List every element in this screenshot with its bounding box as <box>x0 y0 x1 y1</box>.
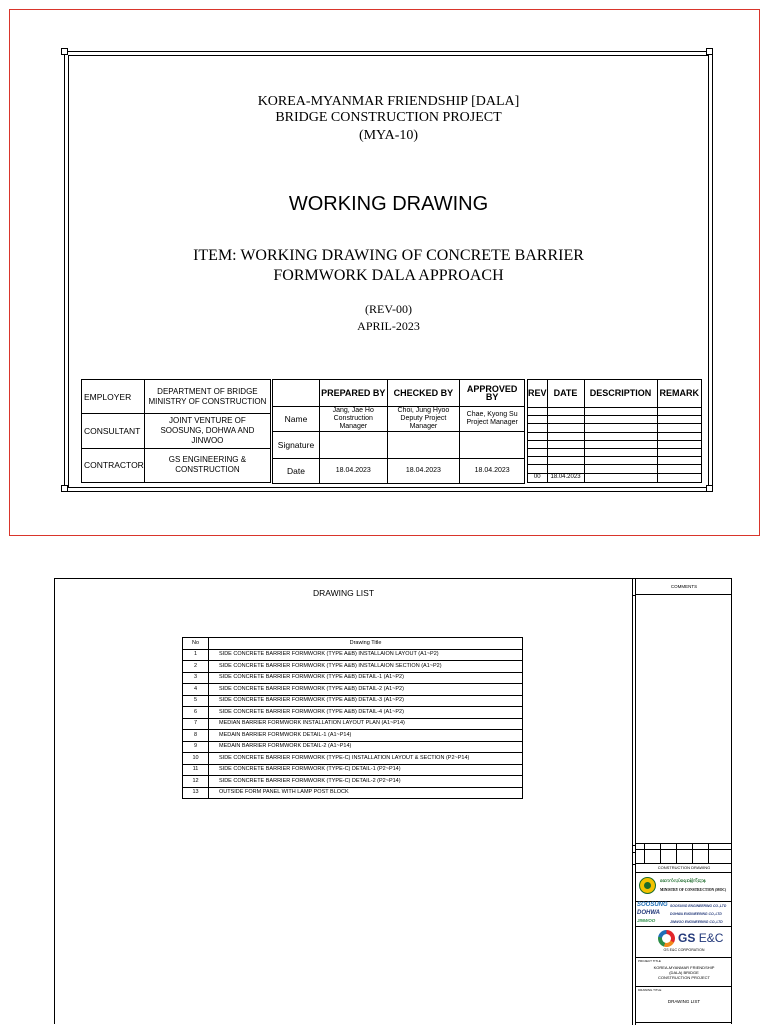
rev-cell <box>528 407 548 415</box>
gs-wordmark-ec: E&C <box>698 931 724 945</box>
table-row <box>183 707 523 719</box>
drawing-number: 5 <box>183 695 209 707</box>
rev-cell <box>547 457 584 465</box>
revision-label: (REV-00) <box>365 302 412 316</box>
table-row <box>183 649 523 661</box>
checked-date: 18.04.2023 <box>387 459 460 484</box>
rev-header: REV <box>528 380 548 408</box>
consultant-line: JOINT VENTURE OF <box>169 415 246 425</box>
drawing-number: 4 <box>183 684 209 696</box>
project-code: (MYA-10) <box>358 128 419 143</box>
title-block <box>636 579 732 1025</box>
rev-date-header: DATE <box>547 380 584 408</box>
prepared-date: 18.04.2023 <box>320 459 388 484</box>
signature-cell <box>320 432 388 459</box>
signature-cell <box>460 432 525 459</box>
drawing-title-cell: MEDAIN BARRIER FORMWORK DETAIL-1 (A1~P14) <box>209 730 523 742</box>
drawing-number: 11 <box>183 764 209 776</box>
gs-swirl-icon <box>658 930 675 947</box>
document-type-heading: WORKING DRAWING <box>288 193 489 215</box>
project-title-line: KOREA-MYANMAR FRIENDSHIP <box>653 965 715 970</box>
soosung-logo: SOOSUNG <box>637 902 668 908</box>
drawing-number: 13 <box>183 787 209 799</box>
frame-corner-mark <box>706 485 713 492</box>
frame-corner-mark <box>706 48 713 55</box>
rev-cell <box>657 457 701 465</box>
rev-cell <box>547 416 584 424</box>
table-row <box>183 718 523 730</box>
employer-line: MINISTRY OF CONSTRUCTION <box>148 396 267 406</box>
person-role: Deputy Project Manager <box>400 415 447 430</box>
table-row <box>183 695 523 707</box>
table-row <box>183 787 523 799</box>
project-title-line: BRIDGE CONSTRUCTION PROJECT <box>275 110 502 125</box>
project-title <box>636 965 732 980</box>
frame-corner-mark <box>61 48 68 55</box>
gs-corporation-name: GS E&C CORPORATION <box>663 948 705 952</box>
contractor-label: CONTRACTOR <box>82 448 145 482</box>
drawing-number: 1 <box>183 649 209 661</box>
revision-table <box>527 379 702 483</box>
issue-date: APRIL-2023 <box>357 319 420 333</box>
item-title-line: FORMWORK DALA APPROACH <box>273 267 504 284</box>
approved-by-name <box>460 407 525 432</box>
table-row <box>183 672 523 684</box>
approved-date: 18.04.2023 <box>460 459 525 484</box>
drawing-number: 2 <box>183 661 209 673</box>
signoff-table <box>272 379 525 484</box>
rev-cell <box>657 440 701 448</box>
dohwa-name: DOHWA ENGINEERING CO.,LTD <box>670 912 722 916</box>
drawing-title-cell: OUTSIDE FORM PANEL WITH LAMP POST BLOCK <box>209 787 523 799</box>
rev-date: 18.04.2023 <box>547 473 584 482</box>
employer-value <box>144 380 270 414</box>
person-name: Chae, Kyong Su <box>466 411 518 418</box>
jinwoo-name: JINWOO ENGINEERING CO.,LTD <box>670 920 723 924</box>
drawing-title-cell: SIDE CONCRETE BARRIER FORMWORK (TYPE A&B) INSTALLAION LAYOUT (A1~P2) <box>209 649 523 661</box>
drawing-title-cell: SIDE CONCRETE BARRIER FORMWORK (TYPE-C) INSTALLATION LAYOUT & SECTION (P2~P14) <box>209 753 523 765</box>
soosung-name: SOOSUNG ENGINEERING CO.,LTD <box>670 904 727 908</box>
drawing-title: DRAWING LIST <box>667 999 701 1004</box>
drawing-title-cell: SIDE CONCRETE BARRIER FORMWORK (TYPE A&B) DETAIL-3 (A1~P2) <box>209 695 523 707</box>
table-row <box>183 661 523 673</box>
signature-row-label: Signature <box>273 432 320 459</box>
rev-cell <box>584 407 657 415</box>
approved-by-header: APPROVED BY <box>460 380 525 407</box>
project-title-line: CONSTRUCTION PROJECT <box>658 975 710 980</box>
joint-venture-logos <box>636 902 732 926</box>
frame-corner-mark <box>61 485 68 492</box>
drawing-number: 8 <box>183 730 209 742</box>
drawing-title-cell: MEDAIN BARRIER FORMWORK DETAIL-2 (A1~P14) <box>209 741 523 753</box>
drawing-list-title: DRAWING LIST <box>312 588 375 598</box>
rev-cell <box>657 432 701 440</box>
drawing-number: 10 <box>183 753 209 765</box>
rev-cell <box>584 424 657 432</box>
rev-cell <box>584 465 657 473</box>
comments-header: COMMENTS <box>636 579 732 595</box>
drawing-title-cell: MEDIAN BARRIER FORMWORK INSTALLATION LAYOUT PLAN (A1~P14) <box>209 718 523 730</box>
table-row <box>183 764 523 776</box>
rev-number: 00 <box>528 473 548 482</box>
consultant-label: CONSULTANT <box>82 414 145 448</box>
rev-cell <box>528 424 548 432</box>
ministry-of-construction-logo <box>636 873 732 901</box>
remark-header: REMARK <box>657 380 701 408</box>
date-row-label: Date <box>273 459 320 484</box>
checked-by-name <box>387 407 460 432</box>
col-title-header: Drawing Title <box>209 638 523 650</box>
person-role: Construction Manager <box>333 415 373 430</box>
drawing-title-cell: SIDE CONCRETE BARRIER FORMWORK (TYPE A&B) DETAIL-1 (A1~P2) <box>209 672 523 684</box>
cover-sheet <box>9 9 760 536</box>
rev-cell <box>584 440 657 448</box>
moc-seal-icon <box>639 877 656 894</box>
rev-cell <box>547 440 584 448</box>
rev-cell <box>528 432 548 440</box>
prepared-by-header: PREPARED BY <box>320 380 388 407</box>
rev-cell <box>547 424 584 432</box>
rev-cell <box>657 448 701 456</box>
rev-cell <box>528 448 548 456</box>
rev-cell <box>657 465 701 473</box>
drawing-title-cell: SIDE CONCRETE BARRIER FORMWORK (TYPE A&B) DETAIL-4 (A1~P2) <box>209 707 523 719</box>
person-name: Jang, Jae Ho <box>332 407 374 414</box>
project-title-line: KOREA-MYANMAR FRIENDSHIP [DALA] <box>257 94 520 109</box>
employer-line: DEPARTMENT OF BRIDGE <box>157 386 258 396</box>
table-row <box>183 684 523 696</box>
rev-cell <box>584 416 657 424</box>
rev-cell <box>547 407 584 415</box>
drawing-title-label: DRAWING TITLE <box>638 988 662 992</box>
drawing-number: 6 <box>183 707 209 719</box>
description-header: DESCRIPTION <box>584 380 657 408</box>
drawing-number: 12 <box>183 776 209 788</box>
moc-myanmar-script: ဆောက်လုပ်ရေးဝန်ကြီးဌာန <box>660 878 706 883</box>
rev-cell <box>528 457 548 465</box>
drawing-number: 3 <box>183 672 209 684</box>
rev-remark <box>657 473 701 482</box>
rev-cell <box>547 465 584 473</box>
person-role: Project Manager <box>466 419 518 426</box>
gs-wordmark <box>678 931 723 945</box>
consultant-line: SOOSUNG, DOHWA AND JINWOO <box>160 425 255 445</box>
signature-cell <box>387 432 460 459</box>
construction-drawing-label: CONSTRUCTION DRAWING <box>657 865 711 870</box>
consultant-value <box>144 414 270 448</box>
name-row-label: Name <box>273 407 320 432</box>
drawing-list-table <box>182 637 523 799</box>
gs-wordmark-gs: GS <box>678 931 696 945</box>
revision-mini-grid <box>636 843 732 863</box>
table-row <box>183 741 523 753</box>
drawing-number: 7 <box>183 718 209 730</box>
drawing-title-cell: SIDE CONCRETE BARRIER FORMWORK (TYPE-C) DETAIL-2 (P2~P14) <box>209 776 523 788</box>
person-name: Choi, Jung Hyoo <box>397 407 450 414</box>
prepared-by-name <box>320 407 388 432</box>
rev-cell <box>528 465 548 473</box>
rev-cell <box>657 416 701 424</box>
item-title-line: ITEM: WORKING DRAWING OF CONCRETE BARRIER <box>193 247 584 264</box>
rev-cell <box>584 448 657 456</box>
drawing-title-cell: SIDE CONCRETE BARRIER FORMWORK (TYPE-C) DETAIL-1 (P2~P14) <box>209 764 523 776</box>
drawing-title-cell: SIDE CONCRETE BARRIER FORMWORK (TYPE A&B) INSTALLAION SECTION (A1~P2) <box>209 661 523 673</box>
rev-cell <box>584 457 657 465</box>
jinwoo-logo: JINWOO <box>637 918 656 923</box>
checked-by-header: CHECKED BY <box>387 380 460 407</box>
moc-name: MINISTRY OF CONSTRUCTION (MOC) <box>660 888 727 892</box>
table-row <box>183 730 523 742</box>
drawing-title-cell: SIDE CONCRETE BARRIER FORMWORK (TYPE A&B) DETAIL-2 (A1~P2) <box>209 684 523 696</box>
table-row <box>183 753 523 765</box>
rev-description <box>584 473 657 482</box>
table-row <box>183 776 523 788</box>
drawing-number: 9 <box>183 741 209 753</box>
rev-cell <box>528 440 548 448</box>
col-no-header: No <box>183 638 209 650</box>
dohwa-logo: DOHWA <box>637 910 660 916</box>
parties-table <box>81 379 271 483</box>
rev-cell <box>657 407 701 415</box>
rev-cell <box>547 432 584 440</box>
rev-cell <box>528 416 548 424</box>
project-title-label: PROJECT TITLE <box>638 959 661 963</box>
rev-cell <box>657 424 701 432</box>
drawing-list-sheet <box>54 578 732 1024</box>
gs-ec-logo <box>636 927 732 955</box>
rev-cell <box>547 448 584 456</box>
signoff-corner-cell <box>273 380 320 407</box>
project-title-line: (DALA) BRIDGE <box>669 970 699 975</box>
rev-cell <box>584 432 657 440</box>
employer-label: EMPLOYER <box>82 380 145 414</box>
contractor-value: GS ENGINEERING & CONSTRUCTION <box>144 448 270 482</box>
